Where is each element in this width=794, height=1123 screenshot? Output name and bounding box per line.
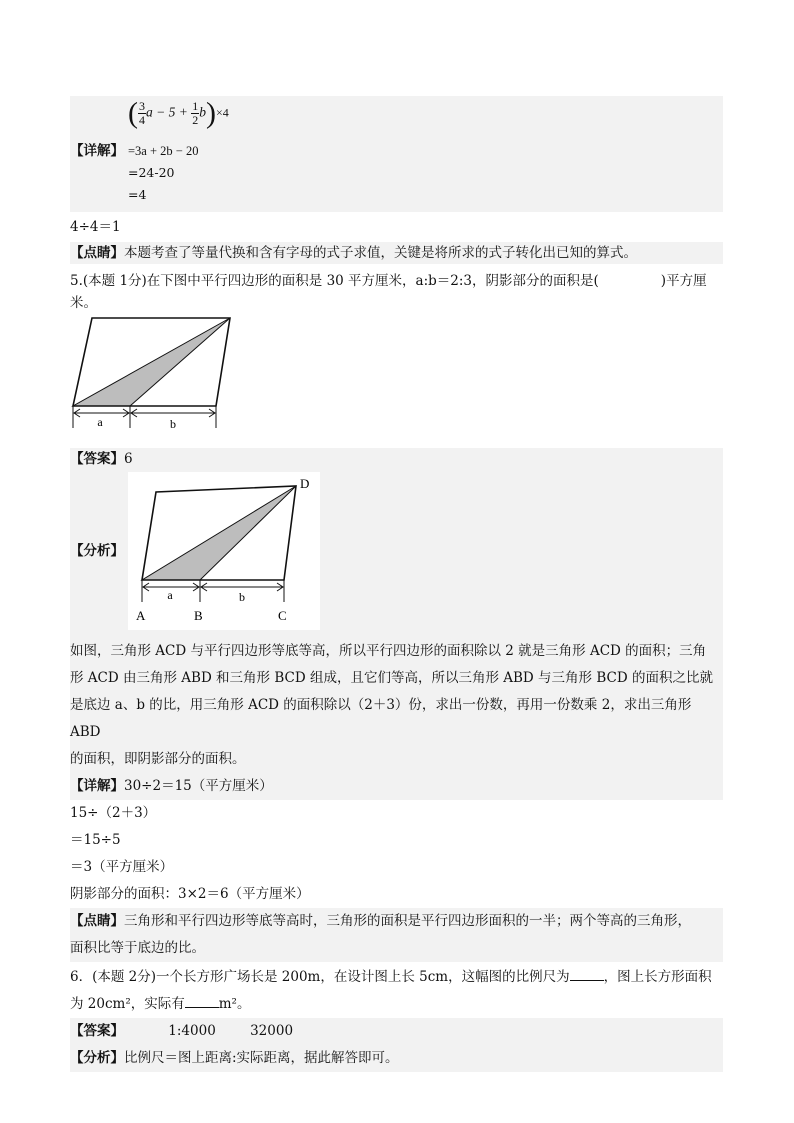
q5-detail-line-3: ＝3（平方厘米） bbox=[70, 859, 174, 875]
q5-answer bbox=[70, 448, 723, 470]
q5-detail-line-2: ＝15÷5 bbox=[70, 832, 121, 848]
q5-question-text: 5.(本题 1分)在下图中平行四边形的面积是 30 平方厘米，a:b＝2:3，阴影部分的面积是( bbox=[70, 273, 599, 289]
q5-detail-line-1: 15÷（2＋3） bbox=[70, 805, 157, 821]
fig1-label-a: a bbox=[97, 415, 103, 429]
q4-comment-text: 本题考查了等量代换和含有字母的式子求值，关键是将所求的式子转化出已知的算式。 bbox=[124, 245, 637, 261]
q4-step3: =4 bbox=[128, 187, 147, 202]
q6-analysis-text: 比例尺＝图上距离:实际距离，据此解答即可。 bbox=[124, 1050, 399, 1066]
fig2-label-D: D bbox=[300, 476, 310, 491]
q5-figure-parallelogram bbox=[70, 316, 240, 434]
fig2-label-a: a bbox=[167, 588, 173, 602]
q4-step2: =24-20 bbox=[128, 165, 175, 180]
fig2-label-C: C bbox=[278, 608, 287, 623]
q4-step1: =3a + 2b − 20 bbox=[128, 144, 199, 158]
q4-final: 4÷4＝1 bbox=[70, 219, 121, 235]
q4-detail-block bbox=[70, 96, 723, 212]
q5-analysis-label: 【分析】 bbox=[70, 543, 124, 559]
q6-answer-2: 32000 bbox=[250, 1023, 294, 1039]
q5-comment-line-2: 面积比等于底边的比。 bbox=[70, 940, 205, 956]
q5-analysis-line-1: 如图，三角形 ACD 与平行四边形等底等高，所以平行四边形的面积除以 2 就是三角形 ACD 的面积；三角 bbox=[70, 643, 707, 659]
fig2-label-B: B bbox=[194, 608, 203, 623]
q5-answer-label: 【答案】 bbox=[70, 451, 124, 467]
q5-comment-label: 【点睛】 bbox=[70, 913, 124, 929]
q6-analysis bbox=[70, 1045, 723, 1072]
q5-comment-line-1: 三角形和平行四边形等底等高时，三角形的面积是平行四边形面积的一半；两个等高的三角形， bbox=[124, 913, 691, 929]
q5-analysis-figure-row bbox=[70, 470, 723, 632]
q5-analysis-line-2: 形 ACD 由三角形 ABD 和三角形 BCD 组成，且它们等高，所以三角形 ABD 与三角形 BCD 的面积之比就 bbox=[70, 670, 713, 686]
q6-analysis-label: 【分析】 bbox=[70, 1050, 124, 1066]
q5-comment bbox=[70, 908, 723, 962]
q5-answer-value: 6 bbox=[124, 451, 133, 467]
q6-blank-scale bbox=[570, 966, 604, 981]
q5-figure-labeled bbox=[128, 472, 320, 630]
shaded-triangle bbox=[73, 318, 230, 406]
document-page bbox=[70, 96, 723, 1072]
q6-blank-area bbox=[185, 993, 219, 1008]
q5-detail-line-4: 阴影部分的面积：3×2＝6（平方厘米） bbox=[70, 886, 310, 902]
q5-question bbox=[70, 270, 723, 314]
q4-expression bbox=[70, 96, 723, 140]
q4-comment bbox=[70, 242, 723, 264]
q4-expression-math: ( $\frac{3}{4}$ a − 5 + $\frac{1}{2}$ b)×4 bbox=[128, 96, 229, 130]
q6-question-line-2: 为 20cm²，实际有 m²。 bbox=[70, 991, 723, 1018]
q5-detail-label: 【详解】 bbox=[70, 778, 124, 794]
q6-answer-1: 1:4000 bbox=[168, 1023, 216, 1039]
q5-analysis-line-3: 是底边 a、b 的比，用三角形 ACD 的面积除以（2＋3）份，求出一份数，再用一份数乘 2，求出三角形 ABD bbox=[70, 697, 692, 740]
q4-comment-label: 【点睛】 bbox=[70, 245, 124, 261]
q6-answer-label: 【答案】 bbox=[70, 1023, 124, 1039]
fraction-1-2: $\frac{1}{2}$ bbox=[192, 99, 199, 127]
q5-analysis-text bbox=[70, 632, 723, 773]
q5-detail-first: 30÷2＝15（平方厘米） bbox=[124, 778, 273, 794]
q6-answer bbox=[70, 1018, 723, 1045]
fraction-3-4: $\frac{3}{4}$ bbox=[139, 99, 145, 127]
q5-analysis-line-4: 的面积，即阴影部分的面积。 bbox=[70, 751, 246, 767]
shaded-triangle-abd bbox=[142, 486, 296, 580]
fig1-label-b: b bbox=[170, 417, 176, 431]
q5-detail bbox=[70, 773, 723, 800]
q4-step1-row bbox=[70, 140, 723, 162]
fig2-label-A: A bbox=[136, 608, 146, 623]
q6-question-line-1: 6．(本题 2分)一个长方形广场长是 200m，在设计图上长 5cm，这幅图的比例尺为 ，图上长方形面积 bbox=[70, 964, 723, 991]
q5-question-tail: )平方厘米。 bbox=[70, 273, 707, 311]
q4-detail-label: 【详解】 bbox=[70, 143, 124, 159]
fig2-label-b: b bbox=[239, 590, 245, 604]
